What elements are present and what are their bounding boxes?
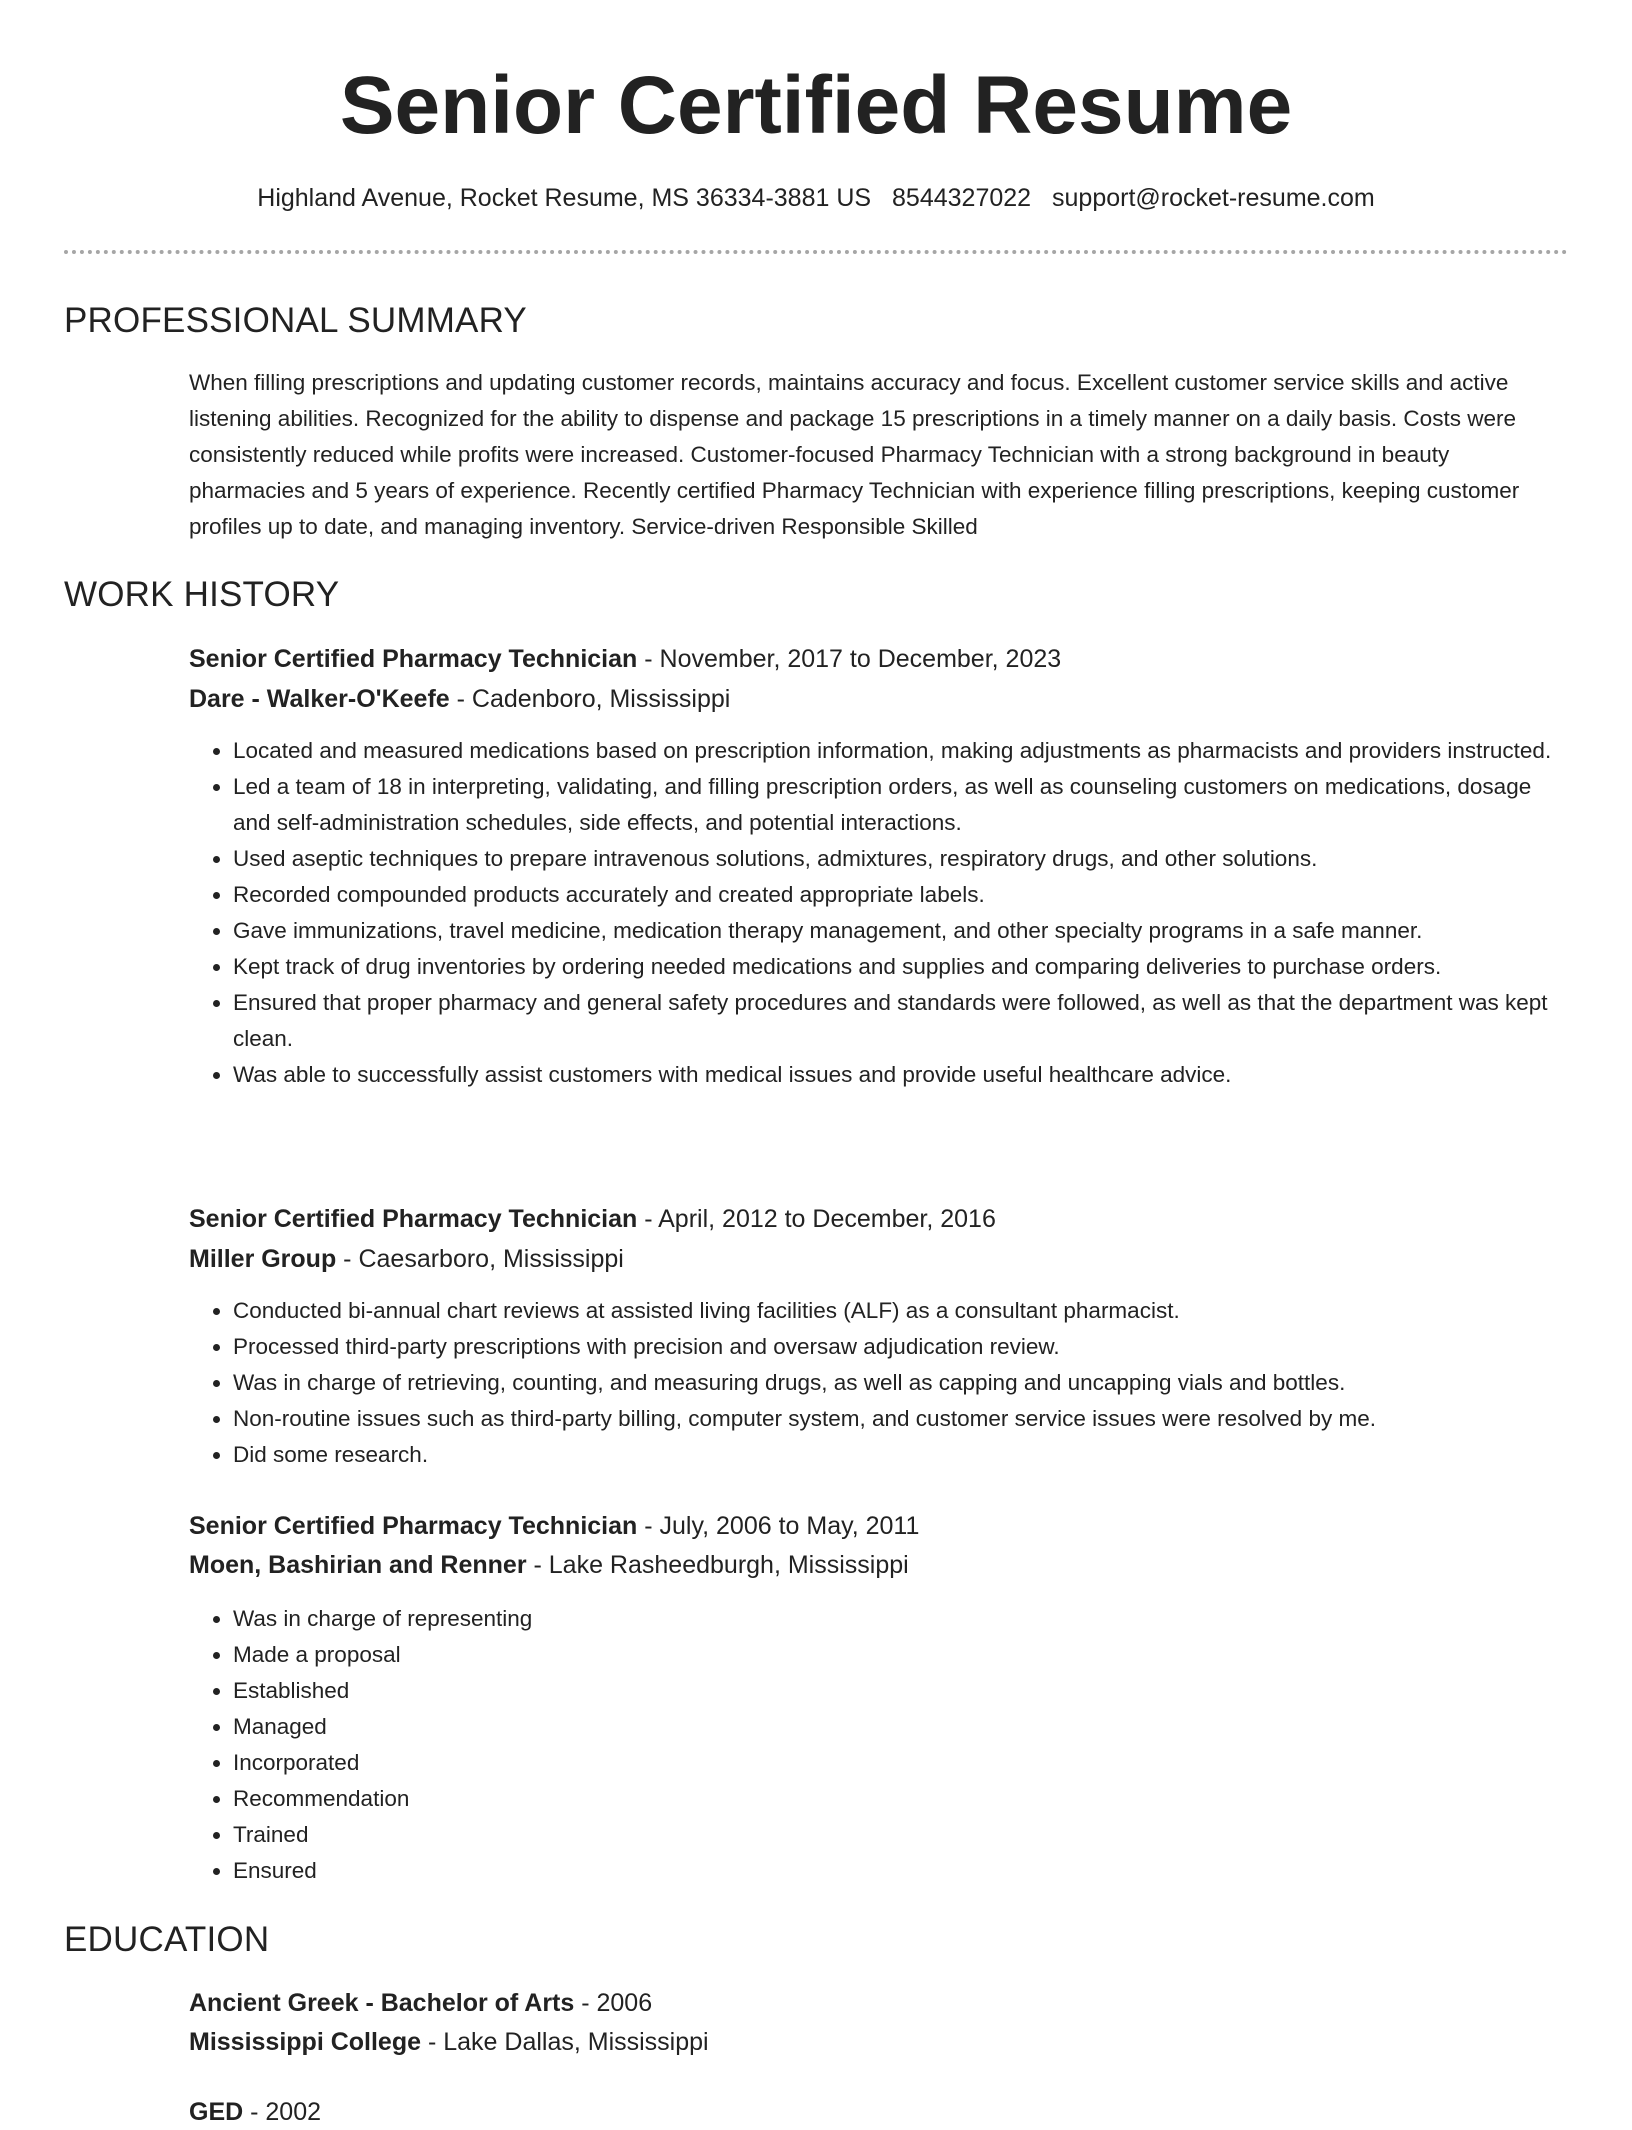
list-item: • Non-routine issues such as third-party billing, computer system, and customer service issues were resolved by me. xyxy=(233,1401,1569,1437)
job-company: Dare - Walker-O'Keefe xyxy=(189,685,450,713)
job-location: - Caesarboro, Mississippi xyxy=(336,1245,624,1273)
list-item: • Ensured xyxy=(233,1853,1569,1889)
education-degree: GED xyxy=(189,2098,244,2126)
section-title-work: WORK HISTORY xyxy=(64,575,340,614)
education-school: Mississippi College xyxy=(189,2028,422,2056)
job-bullets xyxy=(189,733,1569,1093)
job-role: Senior Certified Pharmacy Technician xyxy=(189,645,638,673)
education-degree-line xyxy=(189,1985,1569,2021)
job-role: Senior Certified Pharmacy Technician xyxy=(189,1205,638,1233)
job-role: Senior Certified Pharmacy Technician xyxy=(189,1512,638,1540)
education-degree: Ancient Greek - Bachelor of Arts xyxy=(189,1989,575,2017)
job-bullets xyxy=(189,1601,1569,1889)
job-dates: - November, 2017 to December, 2023 xyxy=(637,645,1062,673)
job-location: - Lake Rasheedburgh, Mississippi xyxy=(526,1551,909,1579)
summary-text: When filling prescriptions and updating customer records, maintains accuracy and focus. Excellent customer service skills and active listening abilities. Recognized for the ability to dispense and package 15 prescriptions in a timely manner on a daily basis. Costs were consistently reduced while profits were increased. Customer-focused Pharmacy Technician with a strong background in beauty pharmacies and 5 years of experience. Recently certified Pharmacy Technician with experience filling prescriptions, keeping customer profiles up to date, and managing inventory. Service-driven Responsible Skilled xyxy=(189,370,1520,539)
list-item: • Ensured that proper pharmacy and general safety procedures and standards were followed, as well as that the department was kept clean. xyxy=(233,985,1569,1057)
job-bullets xyxy=(189,1293,1569,1473)
education-location: - Lake Dallas, Mississippi xyxy=(421,2028,709,2056)
list-item: • Was able to successfully assist customers with medical issues and provide useful healthcare advice. xyxy=(233,1057,1569,1093)
job-company-line xyxy=(189,1547,1569,1583)
job-title-line xyxy=(189,1508,1569,1544)
list-item: • Conducted bi-annual chart reviews at assisted living facilities (ALF) as a consultant pharmacist. xyxy=(233,1293,1569,1329)
job-company-line xyxy=(189,1241,1569,1277)
list-item: • Incorporated xyxy=(233,1745,1569,1781)
contact-address: Highland Avenue, Rocket Resume, MS 36334-3881 US xyxy=(257,184,872,212)
list-item: • Kept track of drug inventories by ordering needed medications and supplies and comparing deliveries to purchase orders. xyxy=(233,949,1569,985)
job-dates: - July, 2006 to May, 2011 xyxy=(637,1512,920,1540)
education-year: - 2006 xyxy=(574,1989,653,2017)
list-item: • Was in charge of representing xyxy=(233,1601,1569,1637)
job-company-line xyxy=(189,681,1569,717)
list-item: • Gave immunizations, travel medicine, medication therapy management, and other specialty programs in a safe manner. xyxy=(233,913,1569,949)
job-title-line xyxy=(189,641,1569,677)
list-item: • Trained xyxy=(233,1817,1569,1853)
section-title-summary: PROFESSIONAL SUMMARY xyxy=(64,301,527,340)
list-item: • Was in charge of retrieving, counting, and measuring drugs, as well as capping and uncapping vials and bottles. xyxy=(233,1365,1569,1401)
list-item: • Processed third-party prescriptions with precision and oversaw adjudication review. xyxy=(233,1329,1569,1365)
list-item: • Led a team of 18 in interpreting, validating, and filling prescription orders, as well as counseling customers on medications, dosage and self-administration schedules, side effects, and potential interactions. xyxy=(233,769,1569,841)
education-degree-line xyxy=(189,2094,1569,2130)
resume-name: Senior Certified Resume xyxy=(339,60,1293,151)
list-item: • Did some research. xyxy=(233,1437,1569,1473)
job-company: Moen, Bashirian and Renner xyxy=(189,1551,527,1579)
list-item: • Used aseptic techniques to prepare intravenous solutions, admixtures, respiratory drugs, and other solutions. xyxy=(233,841,1569,877)
header-divider xyxy=(64,250,1568,254)
contact-line xyxy=(0,180,1632,216)
list-item: • Made a proposal xyxy=(233,1637,1569,1673)
contact-phone: 8544327022 xyxy=(892,184,1032,212)
section-title-education: EDUCATION xyxy=(64,1920,270,1959)
list-item: • Managed xyxy=(233,1709,1569,1745)
job-dates: - April, 2012 to December, 2016 xyxy=(637,1205,996,1233)
list-item: • Established xyxy=(233,1673,1569,1709)
contact-email: support@rocket-resume.com xyxy=(1052,184,1375,212)
job-location: - Cadenboro, Mississippi xyxy=(449,685,731,713)
list-item: • Recorded compounded products accurately and created appropriate labels. xyxy=(233,877,1569,913)
job-title-line xyxy=(189,1201,1569,1237)
education-school-line xyxy=(189,2024,1569,2060)
education-year: - 2002 xyxy=(243,2098,322,2126)
list-item: • Recommendation xyxy=(233,1781,1569,1817)
list-item: • Located and measured medications based on prescription information, making adjustments as pharmacists and providers instructed. xyxy=(233,733,1569,769)
job-company: Miller Group xyxy=(189,1245,337,1273)
